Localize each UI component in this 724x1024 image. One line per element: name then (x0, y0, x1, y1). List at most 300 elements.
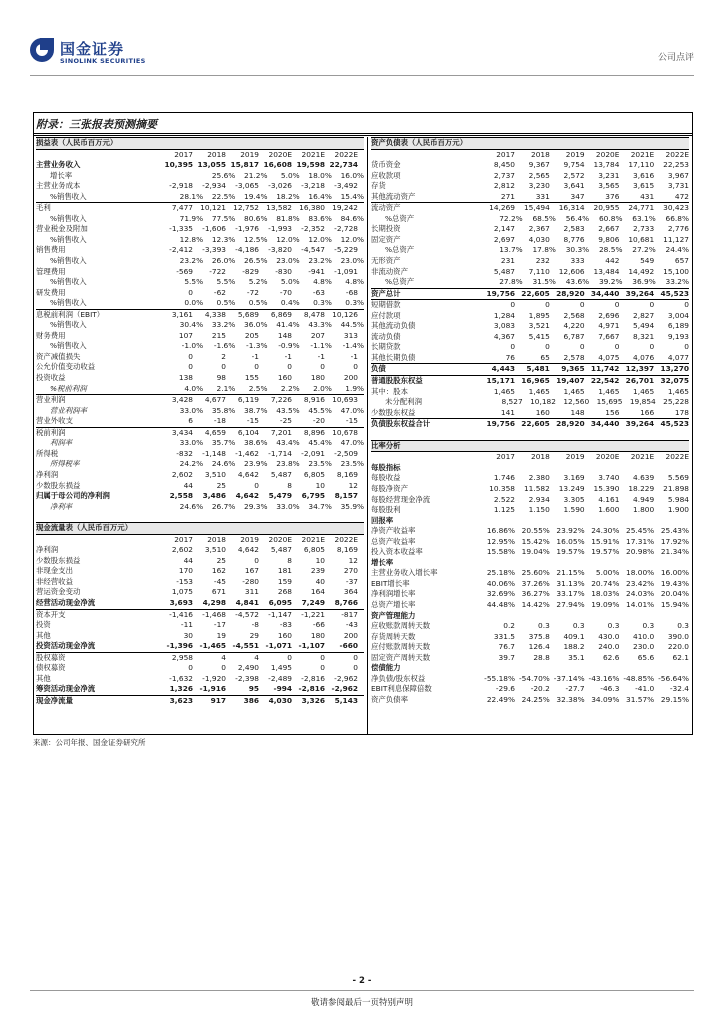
ratios-row-value: 32.69% (486, 589, 516, 599)
balance-row-value: 15,695 (596, 397, 623, 407)
ratios-row-value: 13.249 (558, 483, 585, 493)
income-row-value: 3,161 (171, 309, 193, 319)
income-row-label: 少数股东损益 (36, 480, 81, 490)
income-row-value: 23.8% (276, 459, 300, 469)
income-row-value: 41.4% (276, 320, 300, 330)
income-row-value: -2,934 (202, 181, 226, 191)
cashflow-row-value: 4,642 (237, 545, 259, 555)
balance-row-value: 11,742 (590, 364, 620, 374)
income-row-value: 24.6% (211, 459, 236, 469)
ratios-row (371, 516, 689, 527)
balance-row-value: 72.2% (499, 213, 523, 223)
income-row-value: 6,795 (301, 491, 325, 501)
ratios-row (371, 632, 689, 643)
balance-row-value: 1,465 (633, 386, 655, 396)
income-row-value: -1,091 (334, 266, 358, 276)
ratios-row-value: 19.57% (591, 547, 620, 557)
ratios-row-value (585, 558, 620, 569)
income-row-value: -3,026 (268, 181, 292, 191)
cashflow-row-value: 3,693 (169, 597, 193, 607)
ratios-row-label: 净负债/股东权益 (371, 673, 426, 683)
ratios-row-label: 总资产增长率 (371, 599, 416, 609)
income-row-value: -3,820 (268, 245, 292, 255)
income-row-value: 44.5% (340, 320, 365, 330)
balance-row-value: 0 (649, 300, 655, 310)
column-divider (367, 137, 368, 734)
cashflow-row-value: -11 (180, 620, 193, 630)
income-row (36, 384, 364, 396)
cashflow-row-value: 95 (248, 684, 259, 694)
ratios-row-label: 回报率 (371, 515, 394, 525)
income-row (36, 362, 364, 373)
ratios-row-value (585, 463, 620, 474)
cashflow-row-label: 经营活动现金净流 (36, 597, 96, 607)
ratios-row-value: 65.6 (637, 652, 655, 662)
income-year-2018: 2018 (207, 149, 226, 159)
ratios-row-value (480, 558, 515, 569)
ratios-row-label: 每股经营现金净流 (371, 494, 431, 504)
balance-row-value: 0 (649, 342, 655, 352)
income-row-label: %销售收入 (50, 320, 87, 330)
ratios-row-value: 2.380 (528, 473, 550, 483)
balance-row (371, 289, 689, 301)
balance-row (371, 181, 689, 192)
income-row-value: 5.5% (184, 277, 204, 287)
income-row-label: 主营业务成本 (36, 181, 81, 191)
income-row-value: 26.0% (211, 256, 236, 266)
balance-row-value: 30.3% (565, 245, 590, 255)
cashflow-row-value: 4 (254, 652, 259, 662)
ratios-row-value (480, 611, 515, 622)
balance-row-label: 其他长期负债 (371, 352, 416, 362)
income-row-value: -569 (176, 266, 193, 276)
income-row (36, 277, 364, 288)
income-row-value: 0 (320, 362, 325, 372)
income-row (36, 331, 364, 342)
balance-row-value: 333 (570, 256, 585, 266)
balance-row-value: 3,615 (633, 181, 655, 191)
cashflow-row-value: 170 (178, 566, 193, 576)
cashflow-row-value: -17 (213, 620, 226, 630)
balance-row-value: 141 (500, 407, 516, 417)
income-row (36, 416, 364, 428)
income-row-value: 33.0% (276, 501, 300, 511)
balance-row-value: 27.8% (499, 277, 523, 287)
income-row-value: -1 (317, 351, 325, 361)
income-row-value: 8,916 (303, 395, 325, 405)
ratios-row-value (654, 463, 689, 474)
ratios-row-label: 偿债能力 (371, 663, 401, 673)
cashflow-row-label: 非现金支出 (36, 566, 73, 576)
balance-row-value: 2,583 (563, 224, 585, 234)
ratios-row (371, 642, 689, 653)
ratios-row-value: 76.7 (498, 642, 516, 652)
ratios-row-value: 28.8 (533, 652, 550, 662)
cashflow-row (36, 556, 364, 567)
ratios-row (371, 674, 689, 685)
income-row-label: 资产减值损失 (36, 351, 81, 361)
income-row-value: 47.0% (340, 438, 365, 448)
income-title: 损益表（人民币百万元） (36, 138, 118, 147)
cashflow-row-value: 1,495 (270, 663, 292, 673)
ratios-row-value (480, 516, 515, 527)
income-row-value: 7,201 (270, 427, 292, 437)
balance-row-value: 10,681 (628, 234, 655, 244)
income-row (36, 192, 364, 204)
cashflow-row-value: 162 (211, 566, 226, 576)
cashflow-row-value: -1,416 (169, 609, 193, 619)
ratios-row (371, 568, 689, 579)
income-row-value: 33.2% (211, 320, 236, 330)
balance-row-value: 4,443 (491, 364, 516, 374)
cashflow-row-label: 股权募资 (36, 652, 66, 662)
income-row-label: 息税前利润（EBIT） (36, 309, 105, 319)
ratios-row-label: 投入资本收益率 (371, 547, 423, 557)
cashflow-row-value: 364 (343, 587, 358, 597)
balance-row-label: %总资产 (385, 277, 415, 287)
income-row-value: 10,121 (200, 203, 226, 213)
income-row-value: 0 (254, 480, 259, 490)
balance-row-label: 货币资金 (371, 160, 401, 170)
income-row (36, 341, 364, 352)
balance-row-value: 156 (605, 407, 620, 417)
balance-row-value: 12,560 (563, 397, 590, 407)
balance-row-value: 2,147 (493, 224, 516, 234)
ratios-row-value (585, 663, 620, 674)
ratios-row-value: 27.94% (556, 599, 585, 609)
balance-row-value: 2,697 (493, 234, 516, 244)
logo-text-en: SINOLINK SECURITIES (60, 57, 146, 65)
cashflow-row-value: 8,169 (336, 545, 358, 555)
balance-row-value: 8,776 (563, 234, 585, 244)
ratios-row-value: 3.305 (563, 494, 585, 504)
ratios-table-title (371, 440, 689, 452)
ratios-row-value: 4.639 (633, 473, 655, 483)
income-row-value: 2.5% (248, 383, 268, 393)
balance-row-value: 7,110 (528, 266, 550, 276)
balance-row-value: 1,465 (528, 386, 550, 396)
cashflow-row-value: -2,489 (268, 673, 292, 683)
income-row-value: 2.2% (280, 383, 300, 393)
income-row (36, 352, 364, 363)
ratios-row-value: 15.94% (660, 599, 689, 609)
cashflow-row-value: 4,841 (235, 597, 259, 607)
balance-row-label: 其他流动负债 (371, 321, 416, 331)
ratios-row-label: EBIT增长率 (371, 578, 410, 588)
cashflow-row-value: 0 (320, 652, 325, 662)
balance-row-value: 34,440 (590, 419, 620, 429)
cashflow-row-value: 6,805 (303, 545, 325, 555)
balance-row-value: 3,616 (633, 170, 655, 180)
income-row-label: %销售收入 (50, 277, 87, 287)
cashflow-row-label: 投资 (36, 620, 51, 630)
income-row-value: 1.9% (345, 383, 365, 393)
cashflow-row-value: -153 (176, 576, 193, 586)
balance-row-value: 39.2% (598, 277, 623, 287)
balance-row (371, 353, 689, 365)
cashflow-row-value: 268 (277, 587, 292, 597)
income-row-value: 0.0% (184, 298, 204, 308)
income-row-value: 13,582 (266, 203, 292, 213)
ratios-row (371, 526, 689, 537)
ratios-row-label: 净资产收益率 (371, 526, 416, 536)
balance-row-value: 19,854 (629, 397, 656, 407)
income-row (36, 470, 364, 481)
income-row-value: -70 (279, 287, 292, 297)
ratios-row-value: 19.09% (591, 599, 620, 609)
income-row-label: 主营业务收入 (36, 160, 81, 170)
cashflow-row-value: 160 (277, 630, 292, 640)
balance-row-value: 1,465 (563, 386, 585, 396)
balance-year-2017: 2017 (496, 149, 516, 159)
balance-row-label: %总资产 (385, 213, 415, 223)
ratios-row-value: 24.03% (626, 589, 655, 599)
income-row-value: -1,714 (268, 448, 292, 458)
ratios-row-value (619, 611, 654, 622)
cashflow-row-value: 0 (188, 663, 193, 673)
income-row-value: -3,218 (301, 181, 325, 191)
ratios-row-value: 5.984 (667, 494, 689, 504)
balance-row-value: 17.8% (532, 245, 556, 255)
ratios-row-value: 19.43% (660, 578, 689, 588)
ratios-row-value (619, 463, 654, 474)
income-row-label: 公允价值变动收益 (36, 362, 96, 372)
income-row-value: -1 (350, 351, 358, 361)
income-row-label: 增长率 (50, 170, 73, 180)
ratios-row (371, 589, 689, 600)
income-row-label: 管理费用 (36, 266, 66, 276)
income-row-label: %销售收入 (50, 234, 87, 244)
ratios-row (371, 484, 689, 495)
income-row-value: -2,509 (334, 448, 358, 458)
ratios-row-value: 40.06% (486, 578, 516, 588)
income-row-value: 200 (343, 373, 358, 383)
cashflow-row-value: -994 (273, 684, 292, 694)
cashflow-row-label: 资本开支 (36, 609, 66, 619)
income-row-value: -1.3% (246, 341, 268, 351)
cashflow-row-value: 200 (343, 630, 358, 640)
income-row-value: -1.4% (342, 341, 365, 351)
income-row-value: 7,226 (270, 395, 292, 405)
income-row-value: 6 (188, 416, 193, 426)
cashflow-row-value: -4,572 (235, 609, 259, 619)
income-row (36, 449, 364, 460)
ratios-row-value: 19.04% (521, 547, 550, 557)
income-row-value: 10,395 (164, 160, 193, 170)
balance-row (371, 224, 689, 235)
cashflow-row-value: 0 (353, 663, 358, 673)
income-year-2020E: 2020E (268, 149, 292, 159)
cashflow-row-value: 5,487 (270, 545, 292, 555)
income-row-label: 营业税金及附加 (36, 224, 88, 234)
income-row-value: 5.0% (280, 170, 300, 180)
ratios-row-value: -56.64% (658, 673, 689, 683)
balance-row-value: 7,667 (598, 331, 620, 341)
ratios-row-value: -43.16% (588, 673, 620, 683)
income-row-value: 2,558 (169, 491, 193, 501)
ratios-row-value: 409.1 (563, 631, 585, 641)
income-row-value: -1,462 (235, 448, 259, 458)
cashflow-row-value: -2,816 (298, 684, 325, 694)
balance-row (371, 192, 689, 204)
cashflow-row-value: 2,602 (171, 545, 193, 555)
ratios-row-value: -54.70% (518, 673, 550, 683)
ratios-row-label: 固定资产周转天数 (371, 652, 431, 662)
cashflow-row-value: 30 (183, 630, 193, 640)
cashflow-year-header (36, 534, 364, 546)
balance-row-label: 资产总计 (371, 288, 401, 298)
income-row-value: -15 (246, 416, 259, 426)
balance-row-value: 68.5% (532, 213, 556, 223)
income-row-value: 2.0% (313, 383, 332, 393)
income-row-value: 5,487 (270, 469, 292, 479)
income-row-value: 71.9% (179, 213, 204, 223)
income-row-value: 12.0% (276, 234, 300, 244)
ratios-row-value: 1.600 (598, 505, 620, 515)
balance-row-value: 148 (570, 407, 585, 417)
ratios-row-value: 15.91% (591, 536, 620, 546)
ratios-row-value: 0.3 (572, 621, 585, 631)
income-row-label: 财务费用 (36, 330, 66, 340)
ratios-row-label: EBIT利息保障倍数 (371, 684, 432, 694)
ratios-row-value: 23.92% (556, 526, 585, 536)
cashflow-row-value: -280 (242, 576, 259, 586)
ratios-row-value: 10.358 (489, 483, 516, 493)
cashflow-row-value: 386 (243, 695, 259, 705)
cashflow-row-value: 3,510 (204, 545, 226, 555)
income-row-value: 160 (277, 373, 292, 383)
ratios-row-value: 0.3 (677, 621, 689, 631)
income-row (36, 171, 364, 182)
balance-row-label: 应付款项 (371, 310, 401, 320)
balance-row (371, 332, 689, 343)
balance-row-label: 非流动资产 (371, 266, 408, 276)
balance-row-value: 8,321 (633, 331, 655, 341)
cashflow-row-value: -4,551 (232, 641, 259, 651)
income-row-value: 25.6% (211, 170, 236, 180)
ratios-row-value: 20.98% (626, 547, 655, 557)
income-row-value: -2,918 (169, 181, 193, 191)
balance-row-value: 19,407 (556, 376, 585, 386)
ratios-row-value: 17.92% (660, 536, 689, 546)
balance-row-value: 4,220 (563, 321, 585, 331)
ratios-row-label: 增长率 (371, 557, 394, 567)
income-row-value: 8,478 (303, 309, 325, 319)
cashflow-row (36, 545, 364, 556)
income-row-value: -3,065 (235, 181, 259, 191)
ratios-row-value: 240.0 (598, 642, 620, 652)
income-row-value: -829 (242, 266, 259, 276)
cashflow-year-2018: 2018 (207, 534, 226, 544)
cashflow-row-label: 营运资金变动 (36, 587, 81, 597)
ratios-row-value: 21.15% (556, 568, 585, 578)
income-row (36, 256, 364, 267)
ratios-row-value: 220.0 (667, 642, 689, 652)
ratios-row-value: 15.58% (486, 547, 516, 557)
ratios-row-value: -32.4 (669, 684, 689, 694)
balance-row-label: 未分配利润 (385, 397, 422, 407)
income-row-value: 26.7% (211, 501, 236, 511)
income-row-value: 43.5% (276, 405, 300, 415)
balance-row-value: 31.5% (532, 277, 556, 287)
ratios-row-value: 20.74% (591, 578, 620, 588)
income-row-value: 22,734 (329, 160, 358, 170)
balance-row-value: 2,737 (493, 170, 516, 180)
income-row-value: 12.0% (340, 234, 365, 244)
ratios-row-value (619, 558, 654, 569)
ratios-row-value: 32.38% (556, 694, 585, 704)
balance-row-label: 流动资产 (371, 203, 401, 213)
ratios-row-value: 25.45% (626, 526, 655, 536)
cashflow-row-label: 少数股东损益 (36, 555, 81, 565)
income-year-2021E: 2021E (301, 149, 325, 159)
income-row-value: -1,606 (202, 224, 226, 234)
balance-row-label: 其他流动资产 (371, 191, 416, 201)
cashflow-row-value: -1,396 (166, 641, 193, 651)
ratios-row (371, 684, 689, 695)
income-row-value: 205 (244, 330, 259, 340)
income-row (36, 373, 364, 384)
balance-row-value: 22,605 (521, 288, 550, 298)
ratios-row-label: 应收账款周转天数 (371, 621, 431, 631)
ratios-row-value: 14.01% (626, 599, 655, 609)
income-row-label: 研发费用 (36, 287, 66, 297)
income-row-value: -1.1% (310, 341, 332, 351)
ratios-row-value: 1.150 (528, 505, 550, 515)
income-row-value: -722 (209, 266, 226, 276)
cashflow-row (36, 684, 364, 696)
income-row-value: 6,805 (303, 469, 325, 479)
title-divider (34, 133, 692, 134)
income-row (36, 235, 364, 246)
income-row-value: -62 (213, 287, 226, 297)
ratios-title: 比率分析 (371, 440, 401, 450)
cashflow-row-value: -1,916 (199, 684, 226, 694)
income-row-label: 所得税 (36, 448, 59, 458)
balance-row-value: 0 (545, 342, 550, 352)
ratios-row-value: 1.125 (493, 505, 516, 515)
balance-row-value: 0 (684, 342, 689, 352)
income-row-value: -0.9% (278, 341, 300, 351)
income-row-value: -830 (275, 266, 292, 276)
cashflow-row-value: -66 (312, 620, 325, 630)
income-row-value: 23.9% (244, 459, 268, 469)
balance-row-value: 60.8% (598, 213, 623, 223)
balance-row-value: 33.2% (665, 277, 689, 287)
cashflow-row-value: -1,920 (202, 673, 226, 683)
cashflow-row-value: 239 (310, 566, 325, 576)
income-row-value: 107 (178, 330, 193, 340)
cashflow-row-value: -1,632 (169, 673, 193, 683)
balance-row-value: 56.4% (565, 213, 590, 223)
balance-row (371, 256, 689, 267)
income-row-value: 84.6% (340, 213, 365, 223)
balance-row-value: 5,481 (526, 364, 550, 374)
balance-row-value: 11,127 (663, 234, 689, 244)
income-row (36, 481, 364, 492)
cashflow-row-label: 非经营收益 (36, 576, 73, 586)
ratios-row (371, 547, 689, 558)
income-row-value: 12.5% (244, 234, 268, 244)
income-row-label: %销售收入 (50, 256, 87, 266)
income-row-value: 43.4% (276, 438, 300, 448)
balance-row (371, 203, 689, 214)
income-row-value: 4.8% (313, 277, 332, 287)
balance-row-value: 34,440 (590, 288, 620, 298)
ratios-row-value: 25.60% (521, 568, 550, 578)
title-divider-double (34, 135, 692, 136)
income-row-value: -72 (246, 287, 259, 297)
